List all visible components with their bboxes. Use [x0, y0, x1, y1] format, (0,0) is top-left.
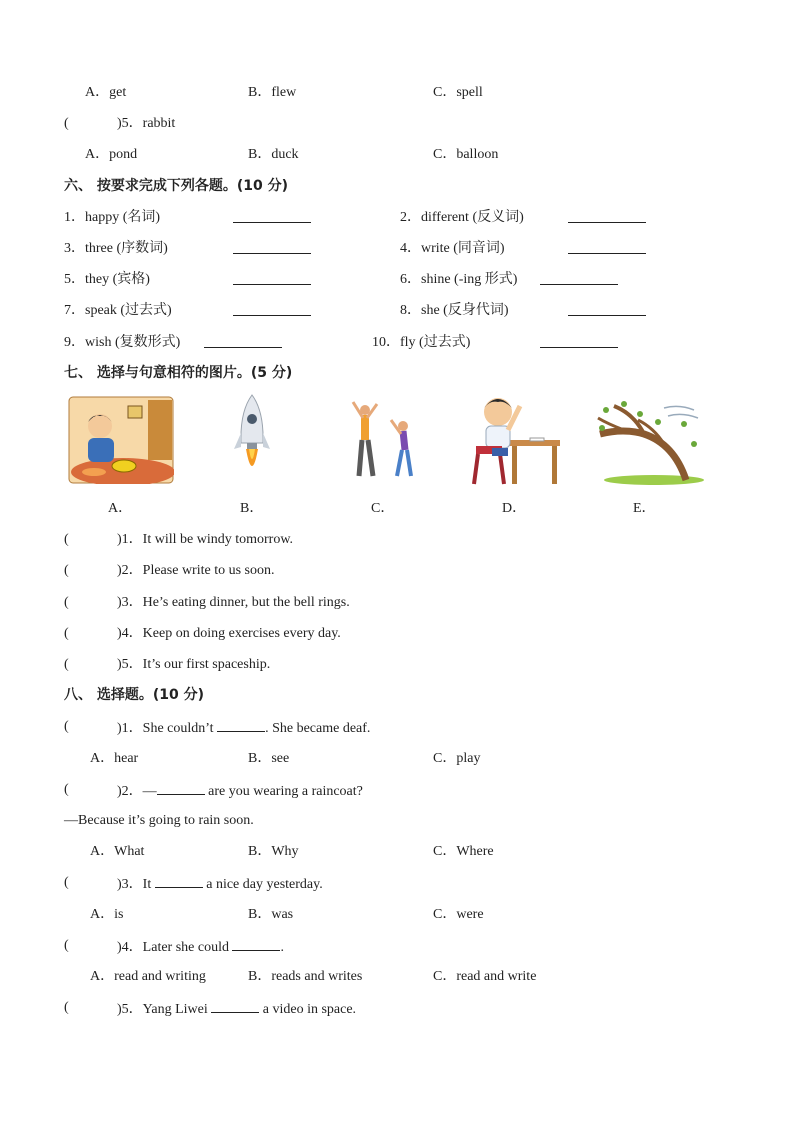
answer-blank[interactable]	[233, 302, 311, 322]
picture-label-e: E．	[633, 501, 656, 516]
tree-in-wind-picture	[594, 394, 704, 486]
option-b: B．Why	[248, 844, 299, 859]
answer-blank[interactable]	[540, 271, 618, 291]
s8-question-5: )5．Yang Liwei a video in space.	[117, 999, 356, 1019]
s7-item-4: )4．Keep on doing exercises every day.	[117, 626, 341, 641]
picture-label-d: D．	[502, 501, 527, 516]
option-c: C．play	[433, 751, 481, 766]
option-a: A．get	[85, 85, 127, 100]
answer-paren-open[interactable]: (	[64, 938, 69, 953]
s7-item-1: )1．It will be windy tomorrow.	[117, 532, 294, 547]
answer-paren-open[interactable]: (	[64, 563, 69, 578]
answer-blank[interactable]	[233, 271, 311, 291]
s8-question-1: )1．She couldn’t . She became deaf.	[117, 718, 370, 738]
s6-item-1: 1．happy (名词)	[64, 210, 161, 225]
option-b: B．reads and writes	[248, 969, 363, 984]
s7-item-2: )2．Please write to us soon.	[117, 563, 275, 578]
s8-question-3: )3．It a nice day yesterday.	[117, 874, 323, 894]
s6-item-6: 6．shine (-ing 形式)	[400, 272, 518, 287]
option-c: C．were	[433, 907, 484, 922]
section-8-title: 八、 选择题。(10 分)	[64, 687, 205, 703]
answer-paren-open[interactable]: (	[64, 532, 69, 547]
s6-item-5: 5．they (宾格)	[64, 272, 150, 287]
answer-paren-open[interactable]: (	[64, 875, 69, 890]
answer-paren-open[interactable]: (	[64, 782, 69, 797]
s6-item-3: 3．three (序数词)	[64, 241, 168, 256]
answer-paren-open[interactable]: (	[64, 719, 69, 734]
s8-question-4: )4．Later she could .	[117, 937, 284, 957]
answer-blank[interactable]	[540, 334, 618, 354]
people-exercising-picture	[347, 400, 419, 480]
option-c: C．balloon	[433, 147, 499, 162]
s6-item-8: 8．she (反身代词)	[400, 303, 509, 318]
answer-paren-open[interactable]: (	[64, 657, 69, 672]
s6-item-4: 4．write (同音词)	[400, 241, 505, 256]
rocket-picture	[232, 393, 272, 485]
s8-question-2-answer: —Because it’s going to rain soon.	[64, 813, 254, 828]
answer-blank[interactable]	[204, 334, 282, 354]
s7-item-5: )5．It’s our first spaceship.	[117, 657, 271, 672]
answer-blank[interactable]	[568, 302, 646, 322]
s6-item-10: 10．fly (过去式)	[372, 335, 471, 350]
boy-eating-dinner-picture	[68, 396, 174, 484]
option-c: C．read and write	[433, 969, 537, 984]
answer-blank[interactable]	[568, 209, 646, 229]
option-b: B．see	[248, 751, 290, 766]
option-b: B．flew	[248, 85, 297, 100]
answer-blank[interactable]	[568, 240, 646, 260]
option-a: A．is	[90, 907, 124, 922]
picture-label-a: A．	[108, 501, 133, 516]
answer-blank[interactable]	[233, 209, 311, 229]
option-a: A．pond	[85, 147, 138, 162]
answer-paren-open[interactable]: (	[64, 595, 69, 610]
section-6-title: 六、 按要求完成下列各题。(10 分)	[64, 178, 289, 194]
option-b: B．duck	[248, 147, 299, 162]
option-a: A．hear	[90, 751, 139, 766]
s7-item-3: )3．He’s eating dinner, but the bell rings.	[117, 595, 350, 610]
picture-label-b: B．	[240, 501, 264, 516]
picture-label-c: C．	[371, 501, 395, 516]
s6-item-2: 2．different (反义词)	[400, 210, 524, 225]
option-c: C．spell	[433, 85, 483, 100]
option-a: A．What	[90, 844, 145, 859]
answer-paren-open: (	[64, 116, 69, 131]
question-5-rabbit: )5．rabbit	[117, 116, 176, 131]
option-a: A．read and writing	[90, 969, 206, 984]
section-7-title: 七、 选择与句意相符的图片。(5 分)	[64, 365, 293, 381]
s6-item-7: 7．speak (过去式)	[64, 303, 172, 318]
answer-paren-open[interactable]: (	[64, 626, 69, 641]
s6-item-9: 9．wish (复数形式)	[64, 335, 181, 350]
option-c: C．Where	[433, 844, 494, 859]
answer-paren-open[interactable]: (	[64, 1000, 69, 1015]
option-b: B．was	[248, 907, 294, 922]
boy-writing-at-desk-picture	[472, 392, 564, 486]
s8-question-2: )2．— are you wearing a raincoat?	[117, 781, 363, 801]
answer-blank[interactable]	[233, 240, 311, 260]
